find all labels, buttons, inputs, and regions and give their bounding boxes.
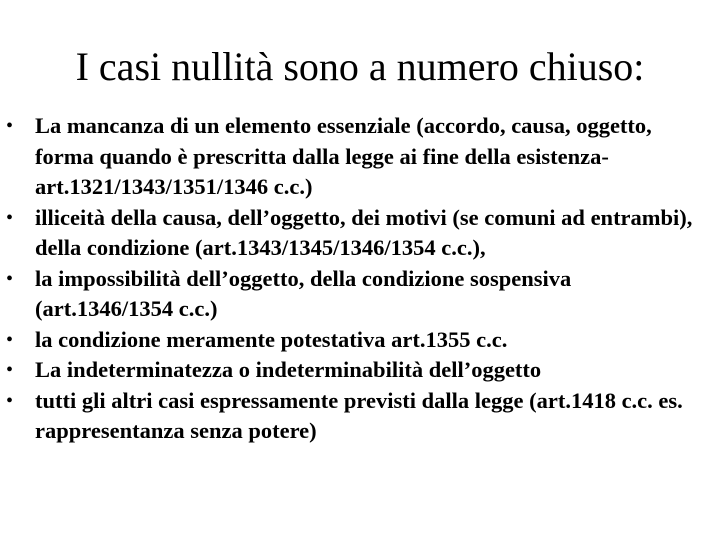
list-item <box>0 203 720 264</box>
list-item <box>0 111 720 203</box>
bullet-text: la condizione meramente potestativa art.1355 c.c. <box>35 326 508 352</box>
bullet-icon: • <box>6 206 14 229</box>
bullet-text: La mancanza di un elemento essenziale (accordo, causa, oggetto, forma quando è prescritta dalla legge ai fine della esistenza- art.1321/1343/1351/1346 c.c.) <box>35 113 652 199</box>
bullet-icon: • <box>6 359 14 381</box>
bullet-icon: • <box>6 328 14 351</box>
list-item <box>0 325 720 356</box>
bullet-text: la impossibilità dell’oggetto, della condizione sospensiva (art.1346/1354 c.c.) <box>35 265 572 321</box>
bullet-text: illiceità della causa, dell’oggetto, dei motivi (se comuni ad entrambi), della condizione (art.1343/1345/1346/1354 c.c.), <box>35 204 693 260</box>
bullet-icon: • <box>6 267 14 290</box>
list-item <box>0 386 720 447</box>
list-item <box>0 264 720 325</box>
list-item <box>0 355 720 386</box>
bullet-text: tutti gli altri casi espressamente previsti dalla legge (art.1418 c.c. es. rappresentanza senza potere) <box>35 387 683 443</box>
bullet-list <box>0 111 720 447</box>
bullet-icon: • <box>6 389 14 412</box>
bullet-icon: • <box>6 115 14 137</box>
bullet-text: La indeterminatezza o indeterminabilità dell’oggetto <box>35 357 542 382</box>
slide-title: I casi nullità sono a numero chiuso: <box>75 44 645 89</box>
